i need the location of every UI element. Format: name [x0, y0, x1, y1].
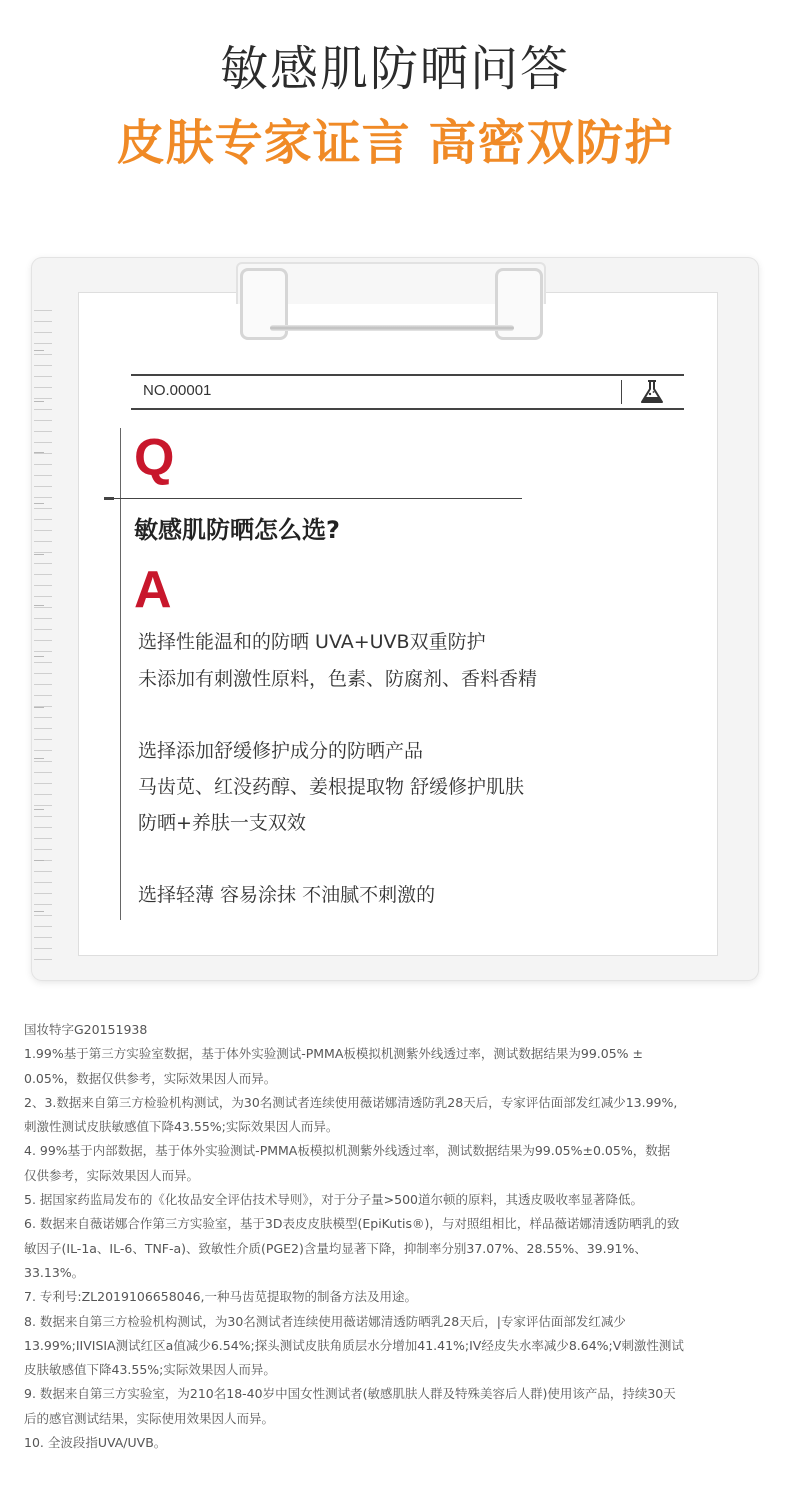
footnote-line: 4. 99%基于内部数据，基于体外实验测试-PMMA板模拟机测紫外线透过率，测试数据结果为99.05%±0.05%，数据 — [24, 1143, 671, 1159]
footnote-line: 0.05%，数据仅供参考，实际效果因人而异。 — [24, 1070, 277, 1086]
flask-icon — [638, 378, 666, 406]
record-number-bar — [131, 374, 684, 410]
question-underline — [104, 498, 522, 499]
footnote-line: 国妆特字G20151938 — [24, 1022, 148, 1037]
footnote-line: 5. 据国家药监局发布的《化妆品安全评估技术导则》，对于分子量>500道尔顿的原料，其透皮吸收率显著降低。 — [24, 1192, 643, 1208]
footnote-line: 1.99%基于第三方实验室数据，基于体外实验测试-PMMA板模拟机测紫外线透过率，测试数据结果为99.05% ± — [24, 1046, 643, 1062]
divider — [621, 380, 622, 404]
clip-bar — [270, 325, 514, 331]
footnote-line: 6. 数据来自薇诺娜合作第三方实验室，基于3D表皮皮肤模型(EpiKutis®)，与对照组相比，样品薇诺娜清透防晒乳的致 — [24, 1216, 680, 1232]
page-subtitle: 皮肤专家证言 高密双防护 — [116, 115, 674, 171]
footnote-line: 7. 专利号:ZL2019106658046,一种马齿苋提取物的制备方法及用途。 — [24, 1289, 418, 1305]
ruler-scale — [34, 300, 58, 960]
answer-line: 选择性能温和的防晒 UVA+UVB双重防护 — [138, 631, 486, 653]
answer-line: 防晒+养肤一支双效 — [138, 812, 306, 834]
question-label: Q — [134, 429, 175, 487]
answer-line: 未添加有刺激性原料，色素、防腐剂、香料香精 — [138, 668, 538, 690]
page-title: 敏感肌防晒问答 — [219, 41, 570, 97]
footnote-line: 刺激性测试皮肤敏感值下降43.55%;实际效果因人而异。 — [24, 1119, 339, 1135]
footnote-line: 33.13%。 — [24, 1264, 85, 1280]
question-text: 敏感肌防晒怎么选? — [134, 516, 340, 544]
footnote-line: 后的感官测试结果，实际使用效果因人而异。 — [24, 1410, 275, 1426]
answer-line: 选择轻薄 容易涂抹 不油腻不刺激的 — [138, 884, 436, 906]
question-tick — [104, 497, 114, 500]
answer-line: 马齿苋、红没药醇、姜根提取物 舒缓修护肌肤 — [138, 776, 525, 798]
answer-margin-line — [120, 428, 121, 920]
answer-line: 选择添加舒缓修护成分的防晒产品 — [138, 740, 424, 762]
footnote-line: 10. 全波段指UVA/UVB。 — [24, 1435, 167, 1451]
footnote-line: 仅供参考，实际效果因人而异。 — [24, 1167, 200, 1183]
footnote-line: 8. 数据来自第三方检验机构测试，为30名测试者连续使用薇诺娜清透防晒乳28天后，|专家评估面部发红减少 — [24, 1313, 626, 1329]
footnotes — [24, 1018, 769, 1455]
answer-label: A — [134, 561, 172, 619]
footnote-line: 敏因子(IL-1a、IL-6、TNF-a)、致敏性介质(PGE2)含量均显著下降，抑制率分别37.07%、28.55%、39.91%、 — [24, 1240, 647, 1256]
footnote-line: 皮肤敏感值下降43.55%;实际效果因人而异。 — [24, 1362, 276, 1378]
record-number: NO.00001 — [143, 382, 212, 399]
footnote-line: 13.99%;IIVISIA测试红区a值减少6.54%;探头测试皮肤角质层水分增加41.41%;IV经皮失水率减少8.64%;V刺激性测试 — [24, 1337, 684, 1353]
footnote-line: 9. 数据来自第三方实验室，为210名18-40岁中国女性测试者(敏感肌肤人群及特殊美容后人群)使用该产品，持续30天 — [24, 1386, 676, 1402]
footnote-line: 2、3.数据来自第三方检验机构测试，为30名测试者连续使用薇诺娜清透防乳28天后，专家评估面部发红减少13.99%, — [24, 1094, 678, 1110]
